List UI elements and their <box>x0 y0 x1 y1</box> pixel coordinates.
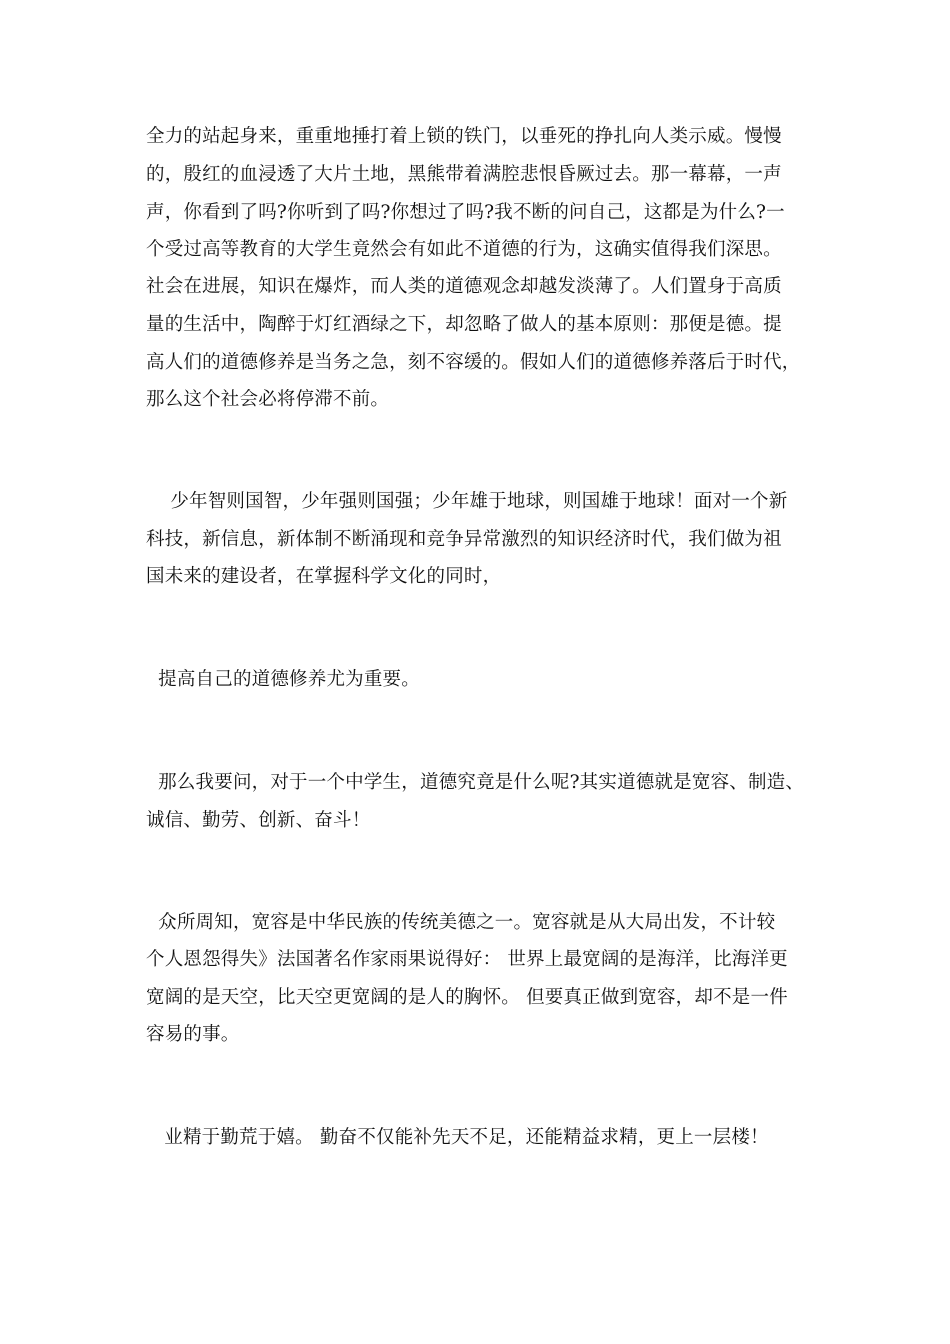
paragraph-5-line-2: 个人恩怨得失》法国著名作家雨果说得好： 世界上最宽阔的是海洋，比海洋更 <box>146 949 788 970</box>
paragraph-2-line-2: 科技，新信息，新体制不断涌现和竞争异常激烈的知识经济时代，我们做为祖 <box>146 529 782 550</box>
paragraph-1-line-5: 社会在进展，知识在爆炸，而人类的道德观念却越发淡薄了。人们置身于高质 <box>146 276 782 297</box>
paragraph-1-line-2: 的，殷红的血浸透了大片土地，黑熊带着满腔悲恨昏厥过去。那一幕幕，一声 <box>146 164 782 185</box>
paragraph-6-line-1: 业精于勤荒于嬉。 勤奋不仅能补先天不足，还能精益求精，更上一层楼！ <box>146 1127 769 1148</box>
paragraph-1-line-3: 声，你看到了吗?你听到了吗?你想过了吗?我不断的问自己，这都是为什么?一 <box>146 202 785 223</box>
paragraph-1-line-7: 高人们的道德修养是当务之急，刻不容缓的。假如人们的道德修养落后于时代， <box>146 352 801 373</box>
paragraph-3-line-1: 提高自己的道德修养尤为重要。 <box>146 669 420 690</box>
paragraph-5-line-3: 宽阔的是天空，比天空更宽阔的是人的胸怀。 但要真正做到宽容，却不是一件 <box>146 987 788 1008</box>
paragraph-5-line-4: 容易的事。 <box>146 1024 240 1045</box>
paragraph-1-line-4: 个受过高等教育的大学生竟然会有如此不道德的行为，这确实值得我们深思。 <box>146 239 782 260</box>
paragraph-2-line-1: 少年智则国智，少年强则国强；少年雄于地球，则国雄于地球！面对一个新 <box>146 491 788 512</box>
paragraph-4-line-1: 那么我要问，对于一个中学生，道德究竟是什么呢?其实道德就是宽容、制造、 <box>146 772 805 793</box>
paragraph-2-line-3: 国未来的建设者，在掌握科学文化的同时， <box>146 566 502 587</box>
paragraph-5-line-1: 众所周知，宽容是中华民族的传统美德之一。宽容就是从大局出发，不计较 <box>146 912 776 933</box>
paragraph-4-line-2: 诚信、勤劳、创新、奋斗！ <box>146 810 371 831</box>
paragraph-1-line-1: 全力的站起身来，重重地捶打着上锁的铁门，以垂死的挣扎向人类示威。慢慢 <box>146 126 782 147</box>
paragraph-1-line-6: 量的生活中，陶醉于灯红酒绿之下，却忽略了做人的基本原则：那便是德。提 <box>146 314 782 335</box>
paragraph-1-line-8: 那么这个社会必将停滞不前。 <box>146 389 390 410</box>
